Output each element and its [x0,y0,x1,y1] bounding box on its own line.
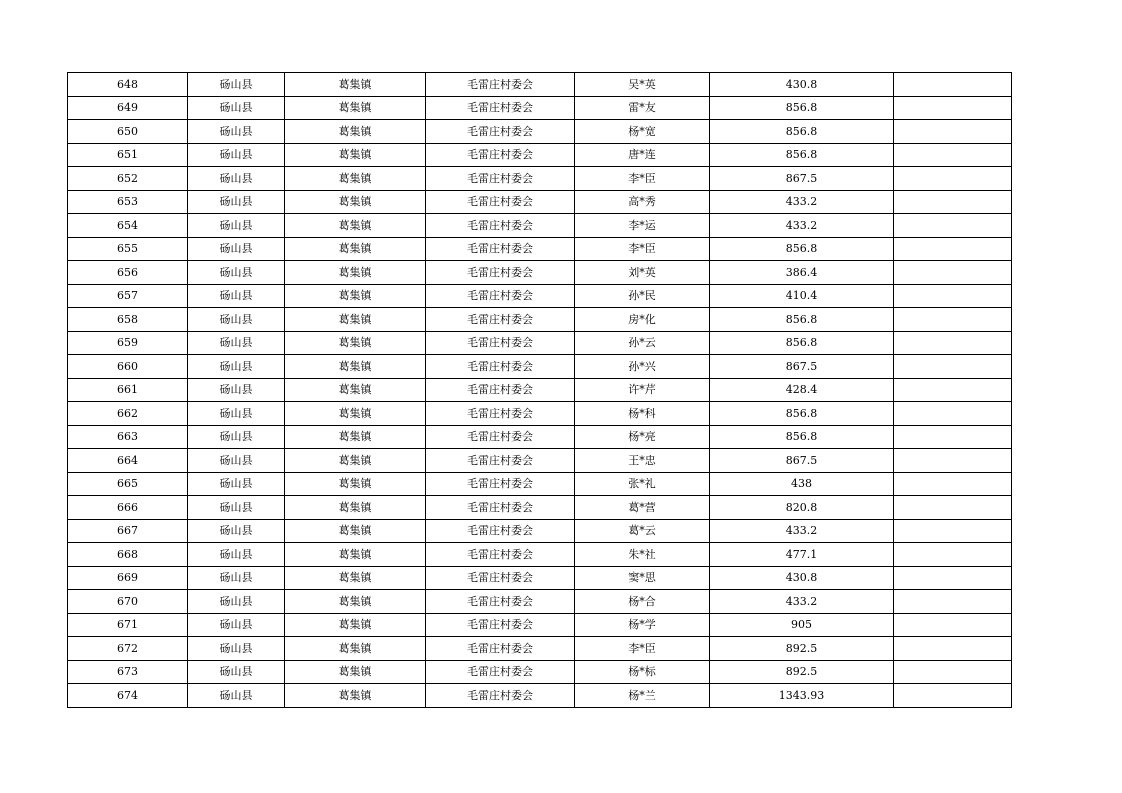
town-cell: 葛集镇 [285,449,426,473]
amount-cell: 386.4 [710,261,894,285]
table-row [68,331,1012,355]
amount-cell: 856.8 [710,120,894,144]
person-name-cell: 张*礼 [575,472,710,496]
table-row [68,590,1012,614]
village-committee-cell: 毛雷庄村委会 [426,566,575,590]
note-cell [894,472,1012,496]
note-cell [894,637,1012,661]
town-cell: 葛集镇 [285,378,426,402]
note-cell [894,613,1012,637]
village-committee-cell: 毛雷庄村委会 [426,402,575,426]
table-row [68,613,1012,637]
county-cell: 砀山县 [188,96,285,120]
table-row [68,425,1012,449]
table-row [68,308,1012,332]
county-cell: 砀山县 [188,566,285,590]
table-row [68,449,1012,473]
table-body [68,73,1012,708]
amount-cell: 438 [710,472,894,496]
person-name-cell: 窦*思 [575,566,710,590]
table-row [68,214,1012,238]
row-number-cell: 674 [68,684,188,708]
row-number-cell: 669 [68,566,188,590]
row-number-cell: 657 [68,284,188,308]
town-cell: 葛集镇 [285,143,426,167]
row-number-cell: 651 [68,143,188,167]
town-cell: 葛集镇 [285,308,426,332]
table-row [68,167,1012,191]
county-cell: 砀山县 [188,425,285,449]
amount-cell: 433.2 [710,190,894,214]
county-cell: 砀山县 [188,684,285,708]
person-name-cell: 王*忠 [575,449,710,473]
note-cell [894,496,1012,520]
person-name-cell: 孙*民 [575,284,710,308]
person-name-cell: 葛*云 [575,519,710,543]
note-cell [894,214,1012,238]
person-name-cell: 杨*合 [575,590,710,614]
town-cell: 葛集镇 [285,120,426,144]
note-cell [894,120,1012,144]
county-cell: 砀山县 [188,402,285,426]
row-number-cell: 663 [68,425,188,449]
village-committee-cell: 毛雷庄村委会 [426,449,575,473]
row-number-cell: 654 [68,214,188,238]
table-row [68,637,1012,661]
amount-cell: 477.1 [710,543,894,567]
table-row [68,355,1012,379]
person-name-cell: 杨*标 [575,660,710,684]
row-number-cell: 659 [68,331,188,355]
note-cell [894,73,1012,97]
town-cell: 葛集镇 [285,496,426,520]
town-cell: 葛集镇 [285,167,426,191]
village-committee-cell: 毛雷庄村委会 [426,496,575,520]
county-cell: 砀山县 [188,167,285,191]
note-cell [894,402,1012,426]
row-number-cell: 652 [68,167,188,191]
row-number-cell: 672 [68,637,188,661]
county-cell: 砀山县 [188,519,285,543]
village-committee-cell: 毛雷庄村委会 [426,425,575,449]
village-committee-cell: 毛雷庄村委会 [426,73,575,97]
row-number-cell: 673 [68,660,188,684]
row-number-cell: 665 [68,472,188,496]
town-cell: 葛集镇 [285,73,426,97]
table-row [68,496,1012,520]
amount-cell: 856.8 [710,237,894,261]
amount-cell: 892.5 [710,660,894,684]
amount-cell: 433.2 [710,590,894,614]
town-cell: 葛集镇 [285,519,426,543]
county-cell: 砀山县 [188,190,285,214]
note-cell [894,284,1012,308]
amount-cell: 856.8 [710,143,894,167]
town-cell: 葛集镇 [285,331,426,355]
note-cell [894,331,1012,355]
county-cell: 砀山县 [188,637,285,661]
village-committee-cell: 毛雷庄村委会 [426,355,575,379]
person-name-cell: 葛*营 [575,496,710,520]
note-cell [894,308,1012,332]
amount-cell: 856.8 [710,331,894,355]
row-number-cell: 670 [68,590,188,614]
county-cell: 砀山县 [188,143,285,167]
person-name-cell: 杨*学 [575,613,710,637]
person-name-cell: 李*臣 [575,237,710,261]
table-row [68,261,1012,285]
table-row [68,284,1012,308]
village-committee-cell: 毛雷庄村委会 [426,543,575,567]
person-name-cell: 李*臣 [575,637,710,661]
note-cell [894,261,1012,285]
person-name-cell: 杨*亮 [575,425,710,449]
amount-cell: 905 [710,613,894,637]
table-row [68,684,1012,708]
village-committee-cell: 毛雷庄村委会 [426,684,575,708]
row-number-cell: 667 [68,519,188,543]
village-committee-cell: 毛雷庄村委会 [426,637,575,661]
amount-cell: 430.8 [710,73,894,97]
town-cell: 葛集镇 [285,237,426,261]
town-cell: 葛集镇 [285,402,426,426]
row-number-cell: 658 [68,308,188,332]
town-cell: 葛集镇 [285,190,426,214]
amount-cell: 892.5 [710,637,894,661]
person-name-cell: 朱*社 [575,543,710,567]
county-cell: 砀山县 [188,355,285,379]
note-cell [894,190,1012,214]
town-cell: 葛集镇 [285,660,426,684]
village-committee-cell: 毛雷庄村委会 [426,590,575,614]
table-row [68,237,1012,261]
village-committee-cell: 毛雷庄村委会 [426,143,575,167]
county-cell: 砀山县 [188,73,285,97]
amount-cell: 430.8 [710,566,894,590]
note-cell [894,660,1012,684]
table-row [68,519,1012,543]
note-cell [894,590,1012,614]
village-committee-cell: 毛雷庄村委会 [426,613,575,637]
village-committee-cell: 毛雷庄村委会 [426,96,575,120]
amount-cell: 867.5 [710,167,894,191]
town-cell: 葛集镇 [285,543,426,567]
note-cell [894,378,1012,402]
table-row [68,660,1012,684]
person-name-cell: 吴*英 [575,73,710,97]
village-committee-cell: 毛雷庄村委会 [426,308,575,332]
person-name-cell: 杨*兰 [575,684,710,708]
table-row [68,143,1012,167]
county-cell: 砀山县 [188,449,285,473]
county-cell: 砀山县 [188,496,285,520]
note-cell [894,425,1012,449]
table-row [68,96,1012,120]
county-cell: 砀山县 [188,472,285,496]
data-table [67,72,1012,708]
county-cell: 砀山县 [188,284,285,308]
row-number-cell: 664 [68,449,188,473]
note-cell [894,167,1012,191]
town-cell: 葛集镇 [285,261,426,285]
amount-cell: 856.8 [710,402,894,426]
person-name-cell: 房*化 [575,308,710,332]
row-number-cell: 661 [68,378,188,402]
amount-cell: 856.8 [710,96,894,120]
amount-cell: 867.5 [710,355,894,379]
county-cell: 砀山县 [188,331,285,355]
town-cell: 葛集镇 [285,284,426,308]
row-number-cell: 660 [68,355,188,379]
row-number-cell: 648 [68,73,188,97]
town-cell: 葛集镇 [285,684,426,708]
county-cell: 砀山县 [188,308,285,332]
row-number-cell: 649 [68,96,188,120]
row-number-cell: 662 [68,402,188,426]
person-name-cell: 刘*英 [575,261,710,285]
note-cell [894,566,1012,590]
village-committee-cell: 毛雷庄村委会 [426,167,575,191]
amount-cell: 820.8 [710,496,894,520]
town-cell: 葛集镇 [285,472,426,496]
amount-cell: 433.2 [710,519,894,543]
county-cell: 砀山县 [188,660,285,684]
village-committee-cell: 毛雷庄村委会 [426,331,575,355]
county-cell: 砀山县 [188,120,285,144]
table-row [68,566,1012,590]
village-committee-cell: 毛雷庄村委会 [426,472,575,496]
row-number-cell: 671 [68,613,188,637]
table-row [68,402,1012,426]
person-name-cell: 高*秀 [575,190,710,214]
person-name-cell: 孙*云 [575,331,710,355]
row-number-cell: 656 [68,261,188,285]
county-cell: 砀山县 [188,261,285,285]
village-committee-cell: 毛雷庄村委会 [426,378,575,402]
amount-cell: 1343.93 [710,684,894,708]
note-cell [894,237,1012,261]
table-row [68,73,1012,97]
county-cell: 砀山县 [188,543,285,567]
village-committee-cell: 毛雷庄村委会 [426,519,575,543]
person-name-cell: 雷*友 [575,96,710,120]
table-row [68,378,1012,402]
note-cell [894,96,1012,120]
table-row [68,120,1012,144]
county-cell: 砀山县 [188,613,285,637]
village-committee-cell: 毛雷庄村委会 [426,214,575,238]
person-name-cell: 李*运 [575,214,710,238]
town-cell: 葛集镇 [285,214,426,238]
row-number-cell: 655 [68,237,188,261]
village-committee-cell: 毛雷庄村委会 [426,190,575,214]
row-number-cell: 653 [68,190,188,214]
note-cell [894,143,1012,167]
amount-cell: 856.8 [710,308,894,332]
village-committee-cell: 毛雷庄村委会 [426,284,575,308]
row-number-cell: 650 [68,120,188,144]
note-cell [894,519,1012,543]
village-committee-cell: 毛雷庄村委会 [426,261,575,285]
table-row [68,472,1012,496]
note-cell [894,543,1012,567]
village-committee-cell: 毛雷庄村委会 [426,120,575,144]
town-cell: 葛集镇 [285,590,426,614]
village-committee-cell: 毛雷庄村委会 [426,237,575,261]
person-name-cell: 李*臣 [575,167,710,191]
town-cell: 葛集镇 [285,613,426,637]
town-cell: 葛集镇 [285,637,426,661]
amount-cell: 433.2 [710,214,894,238]
note-cell [894,355,1012,379]
county-cell: 砀山县 [188,214,285,238]
town-cell: 葛集镇 [285,425,426,449]
row-number-cell: 668 [68,543,188,567]
amount-cell: 867.5 [710,449,894,473]
note-cell [894,684,1012,708]
person-name-cell: 许*芹 [575,378,710,402]
table-row [68,543,1012,567]
person-name-cell: 孙*兴 [575,355,710,379]
town-cell: 葛集镇 [285,355,426,379]
village-committee-cell: 毛雷庄村委会 [426,660,575,684]
person-name-cell: 杨*科 [575,402,710,426]
county-cell: 砀山县 [188,590,285,614]
county-cell: 砀山县 [188,378,285,402]
note-cell [894,449,1012,473]
row-number-cell: 666 [68,496,188,520]
person-name-cell: 唐*连 [575,143,710,167]
table-row [68,190,1012,214]
town-cell: 葛集镇 [285,96,426,120]
amount-cell: 428.4 [710,378,894,402]
amount-cell: 410.4 [710,284,894,308]
town-cell: 葛集镇 [285,566,426,590]
person-name-cell: 杨*宽 [575,120,710,144]
amount-cell: 856.8 [710,425,894,449]
county-cell: 砀山县 [188,237,285,261]
